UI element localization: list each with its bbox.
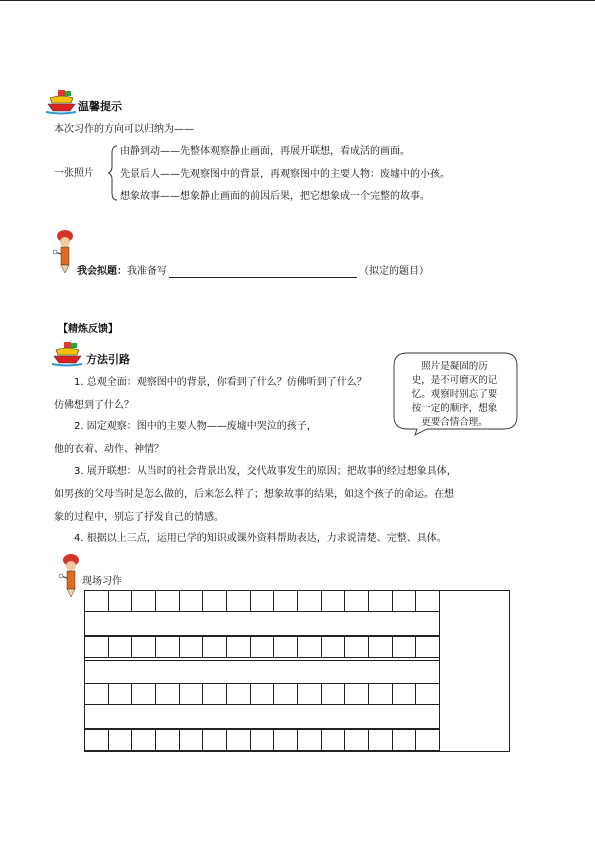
brace-icon: [107, 145, 119, 201]
method-title: 方法引路: [86, 353, 130, 366]
tips-item-3: 想象故事——想象静止画面的前因后果，把它想象成一个完整的故事。: [120, 191, 430, 202]
grid-cell[interactable]: [322, 636, 346, 658]
grid-row[interactable]: [84, 590, 440, 612]
tips-title: 温馨提示: [78, 100, 122, 113]
grid-cell[interactable]: [227, 636, 251, 658]
grid-cell[interactable]: [203, 636, 227, 658]
title-blank-field[interactable]: [169, 266, 357, 278]
grid-row[interactable]: [84, 729, 440, 751]
draft-title-prefix: 我准备写: [127, 266, 167, 277]
grid-cell[interactable]: [345, 729, 369, 751]
grid-cell[interactable]: [345, 636, 369, 658]
grid-cell[interactable]: [416, 729, 440, 751]
grid-cell[interactable]: [322, 590, 346, 612]
method-point-1b: 仿佛想到了什么？: [54, 400, 134, 411]
grid-cell[interactable]: [251, 590, 275, 612]
method-point-2a: 2. 固定观察：图中的主要人物——废墟中哭泣的孩子，: [74, 421, 317, 432]
grid-cell[interactable]: [85, 683, 109, 705]
boat-icon: [52, 340, 82, 366]
grid-cell[interactable]: [132, 729, 156, 751]
grid-row[interactable]: [84, 636, 440, 658]
draft-title-label: 我会拟题：: [77, 266, 127, 277]
grid-cell[interactable]: [345, 590, 369, 612]
grid-cell[interactable]: [416, 683, 440, 705]
grid-cell[interactable]: [85, 590, 109, 612]
grid-cell[interactable]: [369, 729, 393, 751]
bubble-line: 照片是凝固的历: [421, 361, 488, 372]
grid-cell[interactable]: [109, 683, 133, 705]
grid-cell[interactable]: [393, 590, 417, 612]
grid-cell[interactable]: [180, 683, 204, 705]
grid-cell[interactable]: [322, 729, 346, 751]
grid-cell[interactable]: [132, 683, 156, 705]
grid-cell[interactable]: [251, 636, 275, 658]
grid-cell[interactable]: [227, 590, 251, 612]
bubble-text: [402, 360, 507, 430]
grid-cell[interactable]: [416, 636, 440, 658]
grid-row[interactable]: [84, 683, 440, 705]
pencil-mascot-icon: [58, 552, 82, 598]
method-point-4: 4. 根据以上三点，运用已学的知识或课外资料帮助表达，力求说清楚、完整、具体。: [74, 533, 447, 544]
grid-cell[interactable]: [156, 590, 180, 612]
method-point-3b: 如男孩的父母当时是怎么做的，后来怎么样了；想象故事的结果，如这个孩子的命运。在想: [54, 489, 454, 500]
grid-cell[interactable]: [393, 636, 417, 658]
grid-cell[interactable]: [345, 683, 369, 705]
grid-cell[interactable]: [180, 636, 204, 658]
grid-cell[interactable]: [85, 729, 109, 751]
feedback-header: 【精炼反馈】: [58, 324, 118, 335]
grid-cell[interactable]: [274, 729, 298, 751]
draft-title-line: [77, 265, 429, 278]
grid-cell[interactable]: [298, 683, 322, 705]
practice-title: 现场习作: [82, 576, 122, 587]
pencil-mascot-icon: [52, 228, 76, 274]
grid-cell[interactable]: [203, 729, 227, 751]
grid-cell[interactable]: [85, 636, 109, 658]
grid-cell[interactable]: [416, 590, 440, 612]
method-point-2b: 他的衣着、动作、神情？: [54, 444, 164, 455]
grid-line: [84, 660, 440, 661]
grid-cell[interactable]: [180, 729, 204, 751]
bubble-line: 史，是不可磨灭的记: [411, 375, 498, 386]
grid-cell[interactable]: [156, 729, 180, 751]
method-point-3a: 3. 展开联想：从当时的社会背景出发，交代故事发生的原因；把故事的经过想象具体，: [74, 466, 457, 477]
bubble-line: 更要合情合理。: [421, 417, 488, 428]
grid-cell[interactable]: [251, 683, 275, 705]
grid-cell[interactable]: [369, 683, 393, 705]
grid-cell[interactable]: [109, 590, 133, 612]
grid-cell[interactable]: [298, 729, 322, 751]
grid-cell[interactable]: [132, 636, 156, 658]
grid-cell[interactable]: [156, 683, 180, 705]
tips-subject: 一张照片: [54, 168, 94, 179]
grid-cell[interactable]: [109, 729, 133, 751]
grid-cell[interactable]: [393, 683, 417, 705]
grid-cell[interactable]: [156, 636, 180, 658]
bubble-line: 忆。观察时别忘了要: [411, 389, 498, 400]
grid-cell[interactable]: [274, 590, 298, 612]
method-point-1a: 1. 总观全面：观察图中的背景，你看到了什么？仿佛听到了什么？: [74, 377, 367, 388]
grid-cell[interactable]: [251, 729, 275, 751]
page-top-rule: [0, 0, 595, 1]
grid-cell[interactable]: [322, 683, 346, 705]
grid-cell[interactable]: [109, 636, 133, 658]
grid-cell[interactable]: [298, 590, 322, 612]
grid-cell[interactable]: [227, 683, 251, 705]
grid-cell[interactable]: [393, 729, 417, 751]
grid-cell[interactable]: [180, 590, 204, 612]
bubble-line: 按一定的顺序，想象: [411, 403, 498, 414]
grid-cell[interactable]: [227, 729, 251, 751]
grid-cell[interactable]: [274, 636, 298, 658]
tips-item-1: 由静到动——先整体观察静止画面，再展开联想，看成活的画面。: [120, 146, 410, 157]
grid-cell[interactable]: [369, 590, 393, 612]
grid-cell[interactable]: [369, 636, 393, 658]
grid-cell[interactable]: [203, 590, 227, 612]
boat-icon: [46, 88, 76, 114]
grid-cell[interactable]: [298, 636, 322, 658]
grid-cell[interactable]: [274, 683, 298, 705]
tips-item-2: 先景后人——先观察图中的背景，再观察图中的主要人物：废墟中的小孩。: [120, 169, 450, 180]
method-point-3c: 象的过程中，别忘了抒发自己的情感。: [54, 512, 224, 523]
grid-cell[interactable]: [132, 590, 156, 612]
grid-cell[interactable]: [203, 683, 227, 705]
tips-intro: 本次习作的方向可以归纳为——: [54, 124, 194, 135]
draft-title-suffix: （拟定的题目）: [359, 266, 429, 277]
